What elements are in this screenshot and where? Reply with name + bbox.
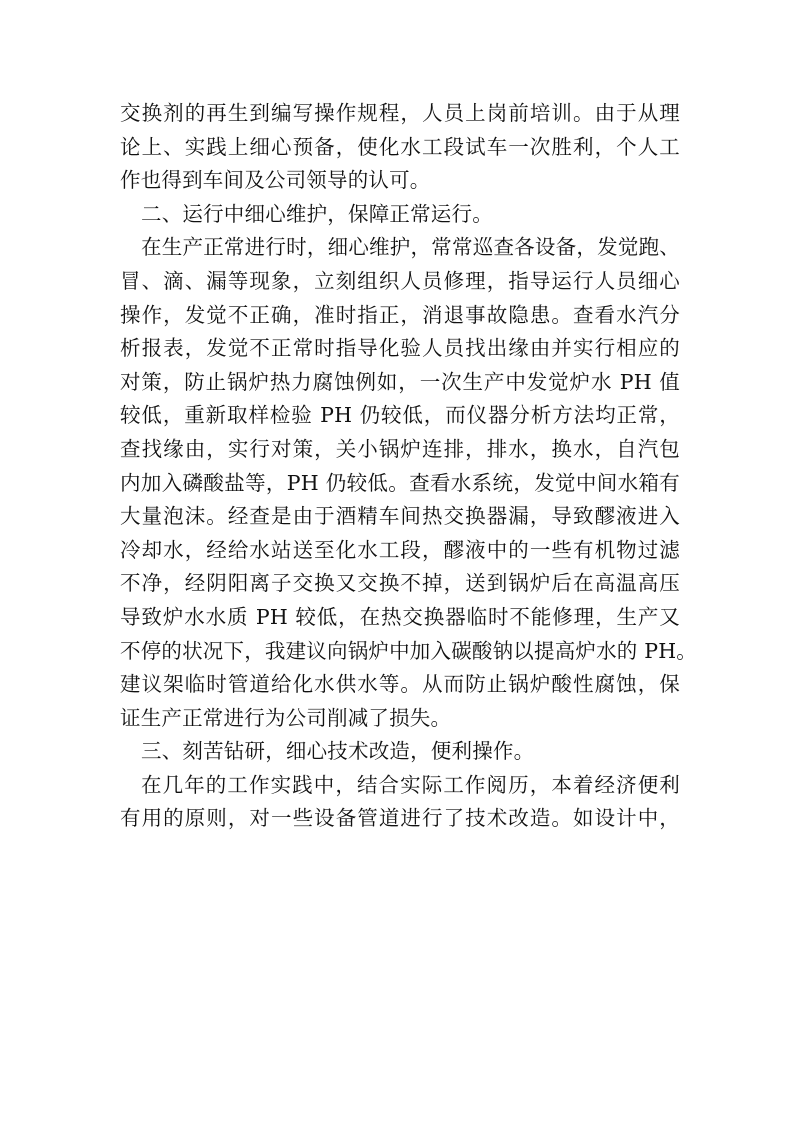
text-line: 不净，经阴阳离子交换又交换不掉，送到锅炉后在高温高压 [120, 571, 680, 596]
text-line: 在生产正常进行时，细心维护，常常巡查各设备，发觉跑、 [141, 235, 680, 260]
text-line: 冒、滴、漏等现象，立刻组织人员修理，指导运行人员细心 [120, 268, 680, 293]
text-line: 查找缘由，实行对策，关小锅炉连排，排水，换水，自汽包 [120, 436, 680, 461]
text-line: 对策，防止锅炉热力腐蚀例如，一次生产中发觉炉水 PH 值 [120, 369, 680, 394]
text-line: 较低，重新取样检验 PH 仍较低，而仪器分析方法均正常， [120, 403, 680, 428]
text-line: 析报表，发觉不正常时指导化验人员找出缘由并实行相应的 [120, 336, 680, 361]
text-line: 作也得到车间及公司领导的认可。 [120, 168, 431, 193]
text-line: 三、刻苦钻研，细心技术改造，便利操作。 [141, 739, 535, 764]
text-line: 大量泡沫。经查是由于酒精车间热交换器漏，导致醪液进入 [120, 504, 680, 529]
document-body [120, 97, 697, 836]
text-line: 导致炉水水质 PH 较低，在热交换器临时不能修理，生产又 [120, 604, 680, 629]
text-line: 建议架临时管道给化水供水等。从而防止锅炉酸性腐蚀，保 [120, 672, 680, 697]
text-line: 交换剂的再生到编写操作规程，人员上岗前培训。由于从理 [120, 101, 680, 125]
text-line: 有用的原则，对一些设备管道进行了技术改造。如设计中， [120, 806, 680, 831]
text-line: 不停的状况下，我建议向锅炉中加入碳酸钠以提高炉水的 PH。 [120, 638, 697, 663]
text-line: 论上、实践上细心预备，使化水工段试车一次胜利，个人工 [120, 134, 680, 159]
text-line: 证生产正常进行为公司削减了损失。 [120, 705, 452, 730]
text-line: 冷却水，经给水站送至化水工段，醪液中的一些有机物过滤 [120, 537, 680, 562]
text-line: 二、运行中细心维护，保障正常运行。 [141, 201, 493, 226]
text-line: 在几年的工作实践中，结合实际工作阅历，本着经济便利 [141, 772, 680, 797]
text-line: 操作，发觉不正确，准时指正，消退事故隐患。查看水汽分 [120, 302, 680, 327]
text-line: 内加入磷酸盐等，PH 仍较低。查看水系统，发觉中间水箱有 [120, 470, 680, 495]
